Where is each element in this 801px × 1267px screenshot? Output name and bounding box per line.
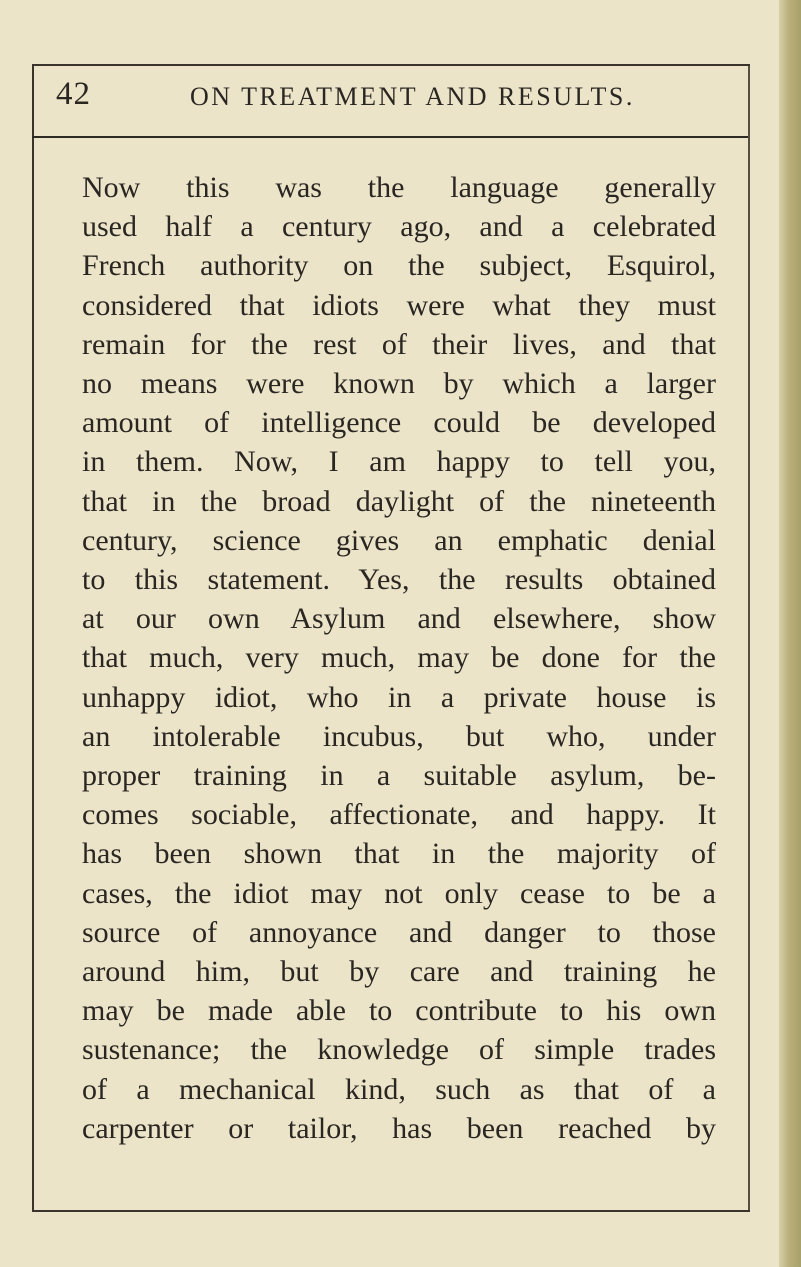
running-head: ON TREATMENT AND RESULTS. [190,82,635,111]
text-line: proper training in a suitable asylum, be- [82,759,716,793]
text-line: that in the broad daylight of the nineteenth [82,484,716,518]
text-line: in them. Now, I am happy to tell you, [82,445,716,479]
frame-rule-bottom [32,1210,750,1212]
text-line: unhappy idiot, who in a private house is [82,680,716,714]
text-line: at our own Asylum and elsewhere, show [82,602,716,636]
frame-rule-left [32,64,34,1212]
text-line: remain for the rest of their lives, and that [82,327,716,361]
frame-rule-top [32,64,750,66]
text-line: carpenter or tailor, has been reached by [82,1111,716,1145]
page-spine-edge [779,0,801,1267]
text-line: to this statement. Yes, the results obtained [82,563,716,597]
text-line: of a mechanical kind, such as that of a [82,1072,716,1106]
text-line: century, science gives an emphatic denial [82,523,716,557]
text-line: has been shown that in the majority of [82,837,716,871]
text-line: Now this was the language generally [82,171,716,204]
page-number: 42 [56,76,91,112]
text-line: may be made able to contribute to his own [82,994,716,1028]
text-line: considered that idiots were what they must [82,288,716,322]
text-line: French authority on the subject, Esquirol, [82,249,716,283]
text-line: cases, the idiot may not only cease to be a [82,876,716,910]
text-line: an intolerable incubus, but who, under [82,719,716,753]
text-line: source of annoyance and danger to those [82,915,716,949]
text-line: that much, very much, may be done for the [82,641,716,675]
text-line: around him, but by care and training he [82,955,716,989]
text-line: sustenance; the knowledge of simple trades [82,1033,716,1067]
text-line: no means were known by which a larger [82,367,716,401]
header-rule [32,136,748,138]
text-line: comes sociable, affectionate, and happy. It [82,798,716,832]
text-line: used half a century ago, and a celebrated [82,210,716,244]
body-paragraph [82,168,716,1148]
text-line: amount of intelligence could be developed [82,406,716,440]
frame-rule-right [748,64,750,1212]
